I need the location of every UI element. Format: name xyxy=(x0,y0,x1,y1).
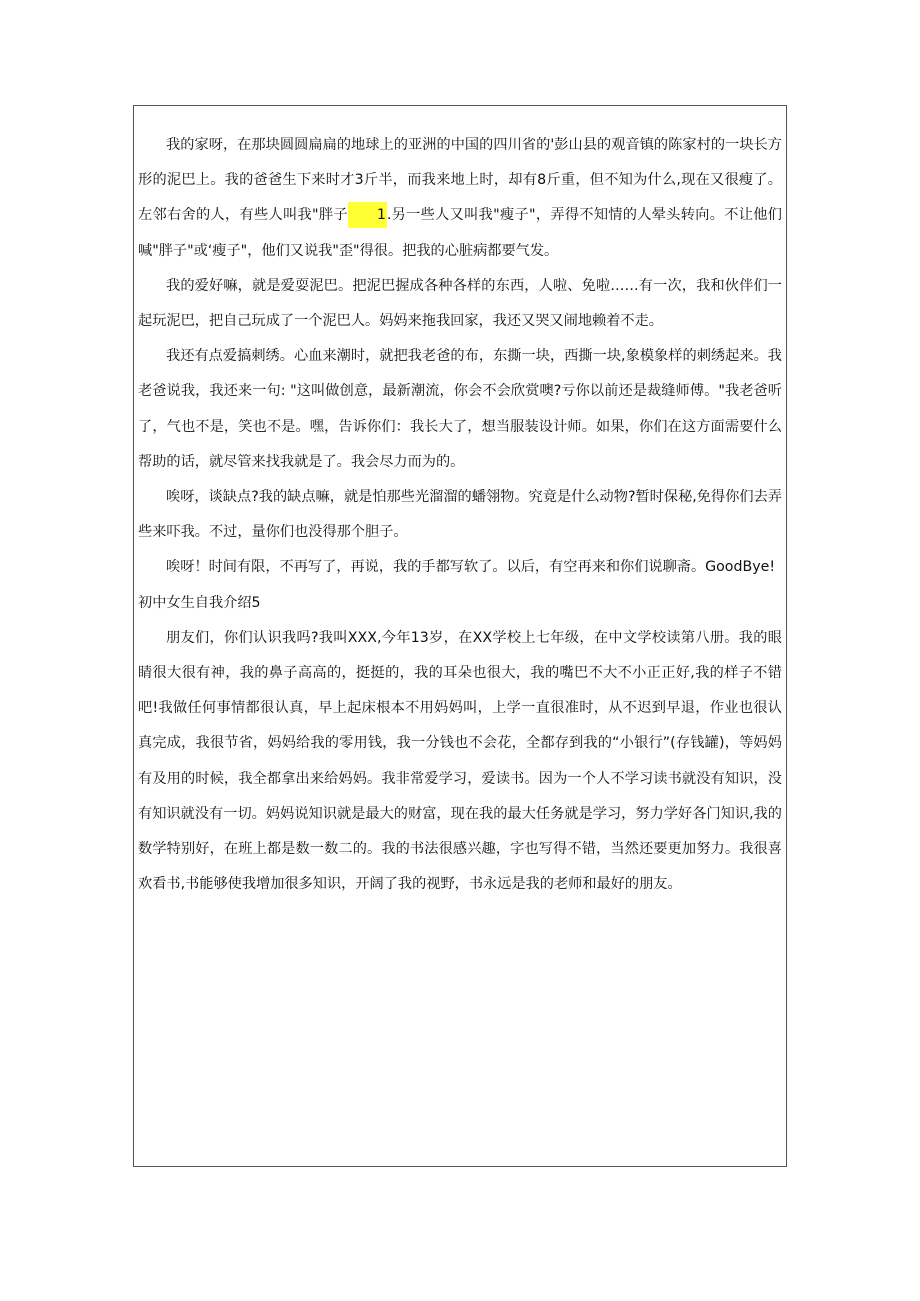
page-frame xyxy=(133,105,787,1167)
document-body xyxy=(134,106,786,902)
paragraph-introduction: 朋友们，你们认识我吗?我叫XXX,今年13岁，在XX学校上七年级，在中文学校读第八册。我的眼睛很大很有神，我的鼻子高高的，挺挺的，我的耳朵也很大，我的嘴巴不大不小正正好,我的样子不错吧!我做任何事情都很认真，早上起床根本不用妈妈叫，上学一直很准时，从不迟到早退，作业也很认真完成，我很节省，妈妈给我的零用钱，我一分钱也不会花，全都存到我的“小银行”(存钱罐)，等妈妈有及用的时候，我全都拿出来给妈妈。我非常爱学习，爱读书。因为一个人不学习读书就没有知识，没有知识就没有一切。妈妈说知识就是最大的财富，现在我的最大任务就是学习，努力学好各门知识,我的数学特别好，在班上都是数一数二的。我的书法很感兴趣，字也写得不错，当然还要更加努力。我很喜欢看书,书能够使我增加很多知识，开阔了我的视野，书永远是我的老师和最好的朋友。 xyxy=(138,629,782,893)
paragraph-hobby: 我的爱好嘛，就是爱耍泥巴。把泥巴握成各种各样的东西，人啦、免啦……有一次，我和伙伴们一起玩泥巴，把自己玩成了一个泥巴人。妈妈来拖我回家，我还又哭又闹地赖着不走。 xyxy=(138,277,782,330)
section-title: 初中女生自我介绍5 xyxy=(138,594,261,611)
highlighted-mark: 1 xyxy=(348,202,387,228)
paragraph-home-text-b: .另一些人又叫我"瘦子"，弄得不知情的人晕头转向。不让他们喊"胖子"或‘瘦子"，他们又说我"歪"得很。把我的心脏病都要气发。 xyxy=(138,207,782,259)
paragraph-home-text-a: 我的家呀，在那块圆圆扁扁的地球上的亚洲的中国的四川省的'彭山县的观音镇的陈家村的一块长方形的泥巴上。我的爸爸生下来时才3斤半，而我来地上时，却有8斤重，但不知为什么,现在又很瘦了。左邻右舍的人，有些人叫我"胖子 xyxy=(138,137,782,224)
paragraph-home xyxy=(138,128,782,269)
paragraph-goodbye: 唉呀！时间有限，不再写了，再说，我的手都写软了。以后，有空再来和你们说聊斋。GoodBye! xyxy=(166,559,776,576)
paragraph-embroidery: 我还有点爱搞刺绣。心血来潮时，就把我老爸的布，东撕一块，西撕一块,象模象样的刺绣起来。我老爸说我，我还来一句: "这叫做创意，最新潮流，你会不会欣赏噢?亏你以前还是裁缝师傅。"我老爸听了，气也不是，笑也不是。嘿，告诉你们：我长大了，想当服装设计师。如果，你们在这方面需要什么帮助的话，就尽管来找我就是了。我会尽力而为的。 xyxy=(138,348,782,470)
paragraph-shortcoming: 唉呀，谈缺点?我的缺点嘛，就是怕那些光溜溜的蟠翎物。究竟是什么动物?暂时保秘,免得你们去弄些来吓我。不过，量你们也没得那个胆子。 xyxy=(138,489,782,541)
